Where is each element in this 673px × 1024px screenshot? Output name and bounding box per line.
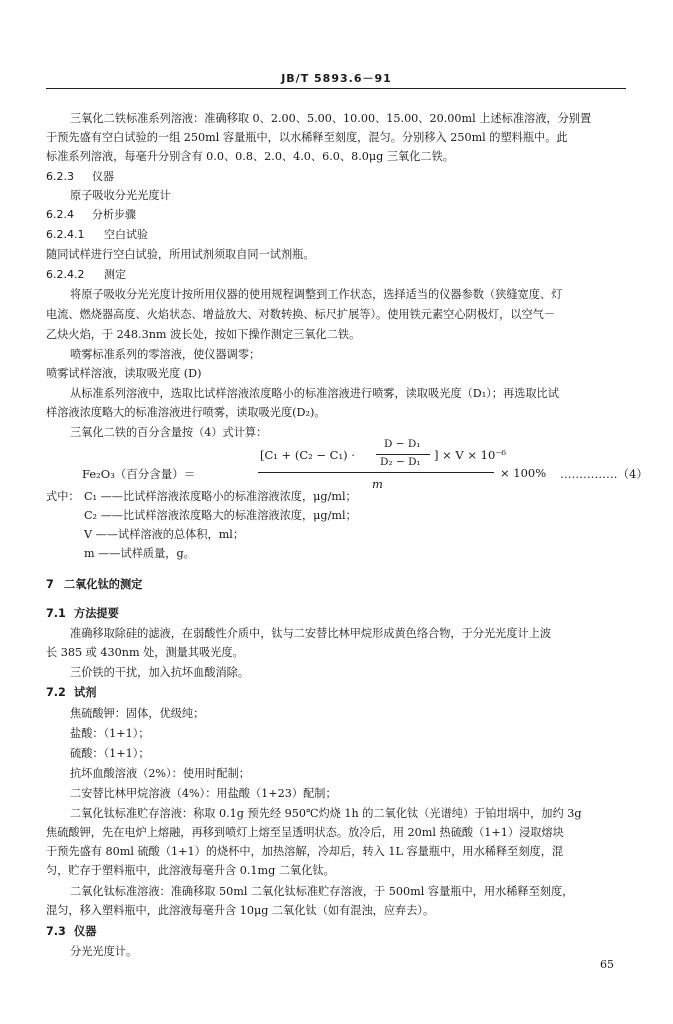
paragraph-line: 电流、燃烧器高度、火焰状态、增益放大、对数转换、标尺扩展等）。使用铁元素空心阴极灯，以空气－ bbox=[46, 308, 556, 321]
section-title: 试剂 bbox=[74, 686, 97, 699]
section-number: 7.3 bbox=[46, 925, 66, 938]
paragraph-line: 将原子吸收分光光度计按所用仪器的使用规程调整到工作状态，选择适当的仪器参数（狭缝宽度、灯 bbox=[70, 288, 563, 301]
formula-equation-number: ……………（4） bbox=[560, 467, 648, 481]
paragraph-line: 喷雾标准系列的零溶液，使仪器调零； bbox=[70, 348, 261, 361]
formula-inner-numerator: D − D₁ bbox=[384, 438, 421, 450]
formula-inner-fraction-bar bbox=[376, 454, 430, 455]
formula-rhs: × 100% bbox=[500, 466, 547, 480]
reagent-item: 抗坏血酸溶液（2%）：使用时配制； bbox=[70, 767, 250, 780]
paragraph-line: 焦硫酸钾，先在电炉上熔融，再移到喷灯上熔至呈透明状态。放冷后，用 20ml 热硫酸（1+1）浸取熔块 bbox=[46, 826, 564, 839]
reagent-item: 二安替比林甲烷溶液（4%）：用盐酸（1+23）配制； bbox=[70, 787, 337, 800]
section-title: 分析步骤 bbox=[92, 208, 136, 221]
where-label: 式中： bbox=[46, 490, 80, 503]
paragraph-line: 标准系列溶液，每毫升分别含有 0.0、0.8、2.0、4.0、6.0、8.0μg 三氧化二铁。 bbox=[46, 150, 454, 163]
formula-numerator-left: [C₁ + (C₂ − C₁) · bbox=[260, 448, 355, 462]
formula-main-fraction-bar bbox=[258, 472, 494, 473]
paragraph-line: 原子吸收分光光度计 bbox=[70, 189, 171, 202]
formula-inner-denominator: D₂ − D₁ bbox=[380, 456, 421, 468]
section-number: 6.2.3 bbox=[46, 170, 74, 183]
paragraph-line: 喷雾试样溶液，读取吸光度 (D) bbox=[46, 367, 202, 380]
section-number: 7 bbox=[46, 578, 54, 591]
paragraph-line: 随同试样进行空白试验，所用试剂须取自同一试剂瓶。 bbox=[46, 248, 315, 261]
section-number: 6.2.4.2 bbox=[46, 268, 85, 281]
section-title: 方法提要 bbox=[74, 607, 119, 620]
reagent-item: 焦硫酸钾：固体，优级纯； bbox=[70, 707, 205, 720]
formula-numerator-right: ] × V × 10⁻⁶ bbox=[434, 448, 506, 462]
paragraph-line: 样溶液浓度略大的标准溶液进行喷雾，读取吸光度(D₂)。 bbox=[46, 406, 326, 419]
section-number: 7.1 bbox=[46, 607, 66, 620]
section-title: 测定 bbox=[104, 268, 126, 281]
paragraph-line: 三价铁的干扰，加入抗坏血酸消除。 bbox=[70, 666, 250, 679]
paragraph-line: 分光光度计。 bbox=[70, 945, 138, 958]
paragraph-line: 于预先盛有空白试验的一组 250ml 容量瓶中，以水稀释至刻度，混匀。分别移入 250ml 的塑料瓶中。此 bbox=[46, 131, 568, 144]
formula-lhs: Fe₂O₃（百分含量）＝ bbox=[82, 467, 196, 481]
page-number: 65 bbox=[600, 958, 614, 971]
paragraph-line: 三氧化二铁的百分含量按（4）式计算： bbox=[70, 426, 268, 439]
paragraph-line: 二氧化钛标准溶液：准确移取 50ml 二氧化钛标准贮存溶液，于 500ml 容量瓶中，用水稀释至刻度， bbox=[70, 885, 574, 898]
variable-definition: C₂ ——比试样溶液浓度略大的标准溶液浓度，μg/ml； bbox=[84, 509, 357, 522]
paragraph-line: 于预先盛有 80ml 硫酸（1+1）的烧杯中，加热溶解，冷却后，转入 1L 容量瓶中，用水稀释至刻度，混 bbox=[46, 845, 564, 858]
paragraph-line: 长 385 或 430nm 处，测量其吸光度。 bbox=[46, 646, 244, 659]
page-header: JB/T 5893.6－91 bbox=[281, 72, 392, 85]
paragraph-line: 乙炔火焰，于 248.3nm 波长处，按如下操作测定三氧化二铁。 bbox=[46, 328, 361, 341]
paragraph-line: 二氧化钛标准贮存溶液：称取 0.1g 预先经 950℃灼烧 1h 的二氧化钛（光谱纯）于铂坩埚中，加约 3g bbox=[70, 807, 582, 820]
reagent-item: 硫酸：（1+1）； bbox=[70, 747, 150, 760]
section-title: 空白试验 bbox=[104, 228, 148, 241]
section-number: 7.2 bbox=[46, 686, 66, 699]
paragraph-line: 三氧化二铁标准系列溶液：准确移取 0、2.00、5.00、10.00、15.00、20.00ml 上述标准溶液，分别置 bbox=[70, 112, 592, 125]
section-title: 仪器 bbox=[74, 925, 97, 938]
section-title: 仪器 bbox=[92, 170, 114, 183]
section-title: 二氧化钛的测定 bbox=[64, 578, 143, 591]
section-number: 6.2.4.1 bbox=[46, 228, 85, 241]
variable-definition: C₁ ——比试样溶液浓度略小的标准溶液浓度，μg/ml； bbox=[84, 490, 357, 503]
reagent-item: 盐酸：（1+1）； bbox=[70, 727, 150, 740]
section-number: 6.2.4 bbox=[46, 208, 74, 221]
paragraph-line: 混匀，移入塑料瓶中，此溶液每毫升含 10μg 二氧化钛（如有混浊，应弃去）。 bbox=[46, 904, 435, 917]
variable-definition: m ——试样质量，g。 bbox=[84, 547, 195, 560]
paragraph-line: 匀，贮存于塑料瓶中，此溶液每毫升含 0.1mg 二氧化钛。 bbox=[46, 864, 335, 877]
variable-definition: V ——试样溶液的总体积，ml； bbox=[84, 528, 245, 541]
formula-denominator: m bbox=[372, 477, 383, 491]
paragraph-line: 从标准系列溶液中，选取比试样溶液浓度略小的标准溶液进行喷雾，读取吸光度（D₁）；再选取比试 bbox=[70, 387, 559, 400]
header-rule bbox=[46, 88, 626, 89]
paragraph-line: 准确移取除硅的滤液，在弱酸性介质中，钛与二安替比林甲烷形成黄色络合物，于分光光度计上波 bbox=[70, 627, 552, 640]
